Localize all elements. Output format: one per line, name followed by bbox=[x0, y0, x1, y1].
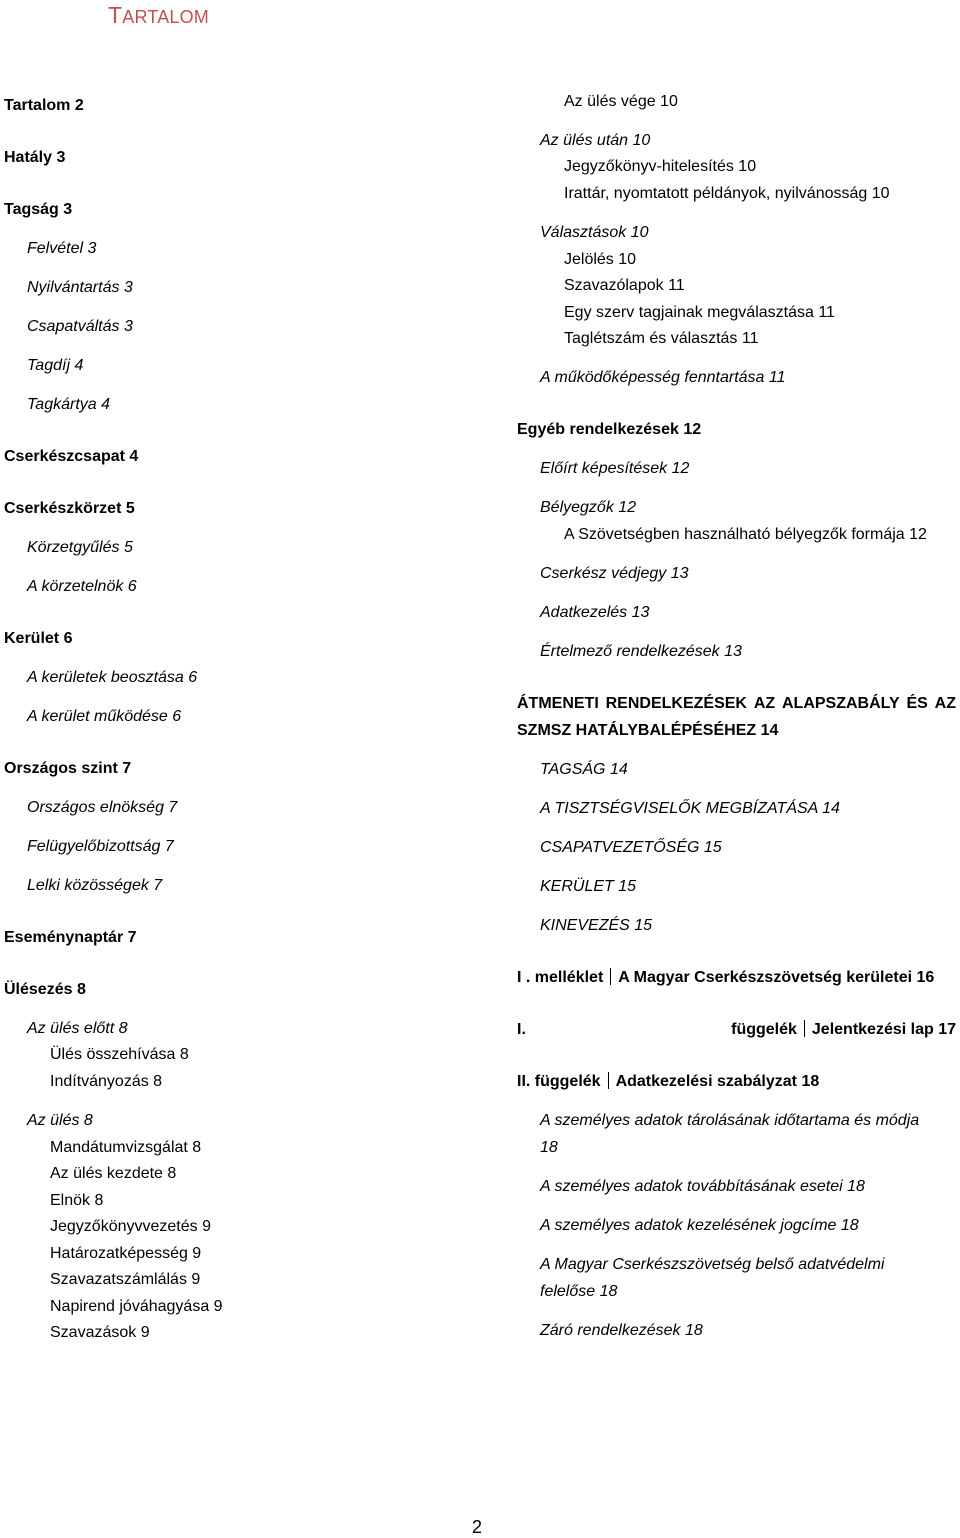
fuggelek-1-num: I. bbox=[517, 1021, 526, 1038]
toc-entry-orszagos-szint[interactable]: Országos szint 7 bbox=[4, 760, 132, 777]
toc-entry-csapatvaltas[interactable]: Csapatváltás 3 bbox=[27, 318, 133, 335]
toc-entry-fuggelek-1[interactable] bbox=[517, 1020, 956, 1040]
toc-entry-ertelmezo[interactable]: Értelmező rendelkezések 13 bbox=[540, 643, 742, 660]
toc-entry-belyegzok[interactable]: Bélyegzők 12 bbox=[540, 499, 637, 516]
toc-entry-jegyzokonyv-hitelesites[interactable]: Jegyzőkönyv-hitelesítés 10 bbox=[564, 158, 757, 175]
toc-entry-kinevezes[interactable]: KINEVEZÉS 15 bbox=[540, 917, 653, 934]
page-number: 2 bbox=[472, 1517, 483, 1537]
toc-entry-fuggelek-2[interactable] bbox=[517, 1072, 819, 1092]
toc-entry-ules-osszehivasa[interactable]: Ülés összehívása 8 bbox=[50, 1046, 189, 1063]
toc-entry-jeloles[interactable]: Jelölés 10 bbox=[564, 251, 637, 268]
toc-entry-szavazasok[interactable]: Szavazások 9 bbox=[50, 1324, 150, 1341]
toc-entry-kerulet-caps[interactable]: KERÜLET 15 bbox=[540, 878, 637, 895]
toc-entry-napirend-jovahagyasa[interactable]: Napirend jóváhagyása 9 bbox=[50, 1298, 223, 1315]
toc-entry-hatarozatkepesseg[interactable]: Határozatképesség 9 bbox=[50, 1245, 202, 1262]
toc-entry-atmeneti-line2[interactable]: SZMSZ HATÁLYBALÉPÉSÉHEZ 14 bbox=[517, 722, 779, 739]
szemelyes-tarolas-line1: A személyes adatok tárolásának időtartama és módja bbox=[540, 1112, 920, 1129]
toc-entry-tagkartya[interactable]: Tagkártya 4 bbox=[27, 396, 111, 413]
fuggelek-1-label: függelék bbox=[731, 1021, 797, 1038]
toc-entry-nyilvantartas[interactable]: Nyilvántartás 3 bbox=[27, 279, 133, 296]
toc-entry-jegyzokonyvvezetes[interactable]: Jegyzőkönyvvezetés 9 bbox=[50, 1218, 211, 1235]
toc-entry-belso-adatvedelmi[interactable] bbox=[540, 1255, 884, 1302]
toc-entry-cserkeszkorzet[interactable]: Cserkészkörzet 5 bbox=[4, 500, 135, 517]
melleklet-title: A Magyar Cserkészszövetség kerületei 16 bbox=[618, 969, 935, 986]
toc-entry-az-ules-elott[interactable]: Az ülés előtt 8 bbox=[27, 1020, 128, 1037]
atmeneti-word: ÉS bbox=[906, 695, 928, 712]
toc-entry-eloirt-kepesitesek[interactable]: Előírt képesítések 12 bbox=[540, 460, 690, 477]
toc-entry-ulesezes[interactable]: Ülésezés 8 bbox=[4, 981, 86, 998]
toc-entry-melleklet[interactable] bbox=[517, 968, 934, 988]
toc-entry-mandatumvizsgalat[interactable]: Mandátumvizsgálat 8 bbox=[50, 1139, 202, 1156]
separator-bar bbox=[610, 968, 611, 985]
atmeneti-word: AZ bbox=[753, 695, 776, 712]
toc-entry-tisztsegviselok[interactable]: A TISZTSÉGVISELŐK MEGBÍZATÁSA 14 bbox=[540, 800, 840, 817]
fuggelek-2-title: Adatkezelési szabályzat 18 bbox=[615, 1073, 820, 1090]
toc-entry-tagdij[interactable]: Tagdíj 4 bbox=[27, 357, 84, 374]
toc-entry-tagsag-caps[interactable]: TAGSÁG 14 bbox=[540, 761, 628, 778]
atmeneti-word: RENDELKEZÉSEK bbox=[605, 695, 747, 712]
toc-entry-inditvanyozas[interactable]: Indítványozás 8 bbox=[50, 1073, 163, 1090]
toc-entry-valasztasok[interactable]: Választások 10 bbox=[540, 224, 649, 241]
toc-entry-az-ules-kezdete[interactable]: Az ülés kezdete 8 bbox=[50, 1165, 177, 1182]
toc-entry-felugyelobizottsag[interactable]: Felügyelőbizottság 7 bbox=[27, 838, 174, 855]
toc-entry-szavazatszamlalas[interactable]: Szavazatszámlálás 9 bbox=[50, 1271, 201, 1288]
fuggelek-2-label: II. függelék bbox=[517, 1073, 601, 1090]
toc-entry-az-ules-utan[interactable]: Az ülés után 10 bbox=[540, 132, 651, 149]
toc-entry-szovetsegben-belyegzok[interactable]: A Szövetségben használható bélyegzők formája 12 bbox=[564, 526, 927, 543]
toc-entry-keruletek-beosztasa[interactable]: A kerületek beosztása 6 bbox=[27, 669, 198, 686]
toc-entry-az-ules[interactable]: Az ülés 8 bbox=[27, 1112, 93, 1129]
toc-entry-szemelyes-tarolas[interactable] bbox=[540, 1111, 919, 1158]
toc-entry-mukodokepesseg[interactable]: A működőképesség fenntartása 11 bbox=[540, 369, 786, 386]
toc-entry-esemenynaptar[interactable]: Eseménynaptár 7 bbox=[4, 929, 137, 946]
toc-entry-az-ules-vege[interactable]: Az ülés vége 10 bbox=[564, 93, 678, 110]
toc-entry-egyeb-rendelkezesek[interactable]: Egyéb rendelkezések 12 bbox=[517, 421, 702, 438]
toc-entry-irattar[interactable]: Irattár, nyomtatott példányok, nyilvánosság 10 bbox=[564, 185, 890, 202]
toc-entry-cserkesz-vedjegy[interactable]: Cserkész védjegy 13 bbox=[540, 565, 689, 582]
melleklet-label: I . melléklet bbox=[517, 969, 604, 986]
toc-entry-elnok[interactable]: Elnök 8 bbox=[50, 1192, 104, 1209]
toc-entry-egy-szerv[interactable]: Egy szerv tagjainak megválasztása 11 bbox=[564, 304, 835, 321]
szemelyes-tarolas-line2: 18 bbox=[540, 1139, 558, 1156]
toc-entry-szemelyes-jogcim[interactable]: A személyes adatok kezelésének jogcíme 18 bbox=[540, 1217, 859, 1234]
toc-entry-orszagos-elnokseg[interactable]: Országos elnökség 7 bbox=[27, 799, 178, 816]
toc-entry-szavazolapok[interactable]: Szavazólapok 11 bbox=[564, 277, 685, 294]
separator-bar bbox=[608, 1072, 609, 1089]
toc-entry-korzetelnok[interactable]: A körzetelnök 6 bbox=[27, 578, 137, 595]
toc-entry-hataly[interactable]: Hatály 3 bbox=[4, 149, 66, 166]
atmeneti-word: ÁTMENETI bbox=[517, 695, 599, 712]
toc-entry-kerulet-mukodese[interactable]: A kerület működése 6 bbox=[27, 708, 182, 725]
toc-entry-tagsag[interactable]: Tagság 3 bbox=[4, 201, 73, 218]
toc-entry-atmeneti-line1[interactable] bbox=[517, 694, 956, 714]
toc-entry-kerulet[interactable]: Kerület 6 bbox=[4, 630, 73, 647]
belso-adatvedelmi-line2: felelőse 18 bbox=[540, 1283, 618, 1300]
toc-entry-cserkeszcsapat[interactable]: Cserkészcsapat 4 bbox=[4, 448, 139, 465]
toc-entry-korzetgyules[interactable]: Körzetgyűlés 5 bbox=[27, 539, 133, 556]
toc-entry-tagletszam[interactable]: Taglétszám és választás 11 bbox=[564, 330, 759, 347]
toc-entry-szemelyes-tovabbitas[interactable]: A személyes adatok továbbításának esetei 18 bbox=[540, 1178, 865, 1195]
fuggelek-1-title: Jelentkezési lap 17 bbox=[811, 1021, 956, 1038]
toc-entry-felvetel[interactable]: Felvétel 3 bbox=[27, 240, 97, 257]
toc-entry-csapatvezetoseg[interactable]: CSAPATVEZETŐSÉG 15 bbox=[540, 839, 722, 856]
toc-entry-zaro[interactable]: Záró rendelkezések 18 bbox=[540, 1322, 703, 1339]
toc-entry-tartalom[interactable]: Tartalom 2 bbox=[4, 97, 84, 114]
separator-bar bbox=[804, 1020, 805, 1037]
page-title: TARTALOM bbox=[108, 2, 210, 28]
atmeneti-word: ALAPSZABÁLY bbox=[782, 695, 900, 712]
toc-entry-lelki-kozossegek[interactable]: Lelki közösségek 7 bbox=[27, 877, 163, 894]
atmeneti-word: AZ bbox=[934, 695, 956, 712]
belso-adatvedelmi-line1: A Magyar Cserkészszövetség belső adatvédelmi bbox=[540, 1256, 885, 1273]
toc-entry-adatkezeles[interactable]: Adatkezelés 13 bbox=[540, 604, 650, 621]
